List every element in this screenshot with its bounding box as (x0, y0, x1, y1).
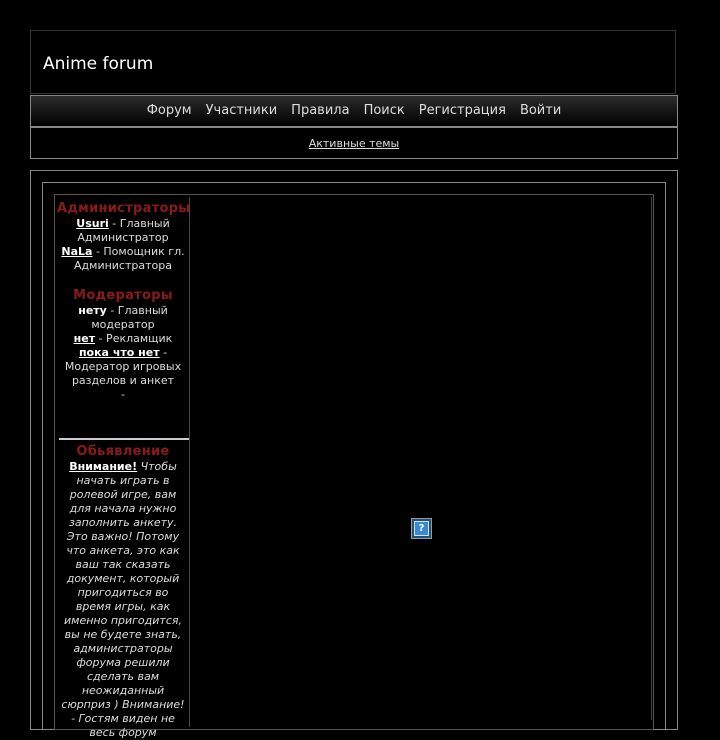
sidebar (57, 197, 191, 739)
forum-header (30, 30, 676, 94)
admins-title: Администраторы (57, 201, 191, 216)
announcement-title: Обьявление (76, 444, 170, 459)
admin-name-link[interactable]: NaLa (61, 245, 93, 258)
nav-register[interactable]: Регистрация (418, 103, 506, 118)
moderator-entry (57, 304, 189, 332)
moderators-title: Модераторы (73, 288, 173, 303)
admin-role: - Главный Администратор (77, 217, 170, 244)
moderator-role: - Главный модератор (91, 304, 168, 331)
admin-name-link[interactable]: Usuri (76, 217, 109, 230)
forum-title: Anime forum (43, 54, 154, 74)
sidebar-separator (59, 438, 189, 440)
moderators-trailing-dash: - (121, 388, 125, 401)
announcement-text (57, 460, 189, 740)
moderator-name-link[interactable]: нет (73, 332, 96, 345)
nav-login[interactable]: Войти (519, 103, 562, 118)
announcement-body: Чтобы начать играть в ролевой игре, вам для начала нужно заполнить анкету. Это важно! Потому что анкета, это как ваш так сказать документ, который пригодиться во время игры, как именно пригодится, вы не будете знать, администраторы форума решили сделать вам неожиданный сюрприз ) Внимание! - Гостям виден не весь форум (61, 460, 185, 739)
moderator-entry (57, 332, 189, 346)
nav-forum[interactable]: Форум (146, 103, 192, 118)
moderator-role: - Модератор игровых разделов и анкет (64, 346, 182, 387)
admin-entry (57, 245, 189, 273)
content-divider (651, 197, 652, 720)
announcement-lead: Внимание! (69, 460, 138, 473)
nav-search[interactable]: Поиск (363, 103, 405, 118)
main-navigation (30, 95, 678, 127)
moderator-name: нету (78, 304, 107, 317)
moderator-role: - Рекламщик (95, 332, 173, 345)
admin-entry (57, 217, 189, 245)
help-question-icon[interactable] (411, 518, 432, 539)
nav-members[interactable]: Участники (205, 103, 278, 118)
help-question-glyph: ? (414, 521, 429, 536)
moderator-entry (57, 346, 189, 388)
active-topics-link[interactable]: Активные темы (308, 136, 400, 150)
active-topics-bar (30, 127, 678, 159)
nav-rules[interactable]: Правила (291, 103, 350, 118)
moderator-name-link[interactable]: пока что нет (78, 346, 160, 359)
admin-role: - Помощник гл. Администратора (74, 245, 185, 272)
